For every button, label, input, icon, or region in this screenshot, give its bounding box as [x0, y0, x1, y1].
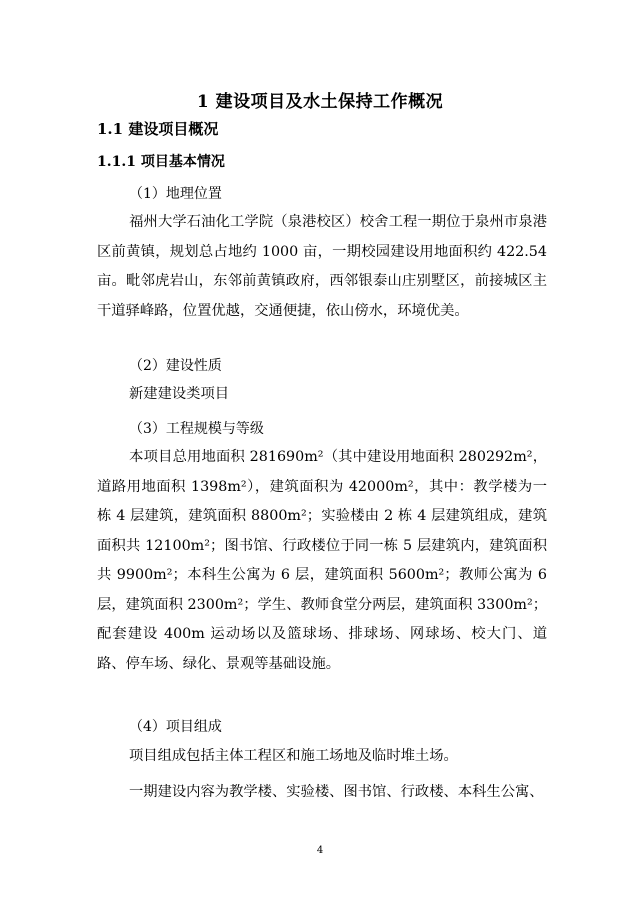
item2-heading: （2）建设性质 [129, 358, 222, 374]
section-title: 1.1 建设项目概况 [97, 120, 219, 138]
item4-heading: （4）项目组成 [129, 719, 222, 735]
item1-text: 福州大学石油化工学院（泉港校区）校舍工程一期位于泉州市泉港区前黄镇，规划总占地约 1000 亩，一期校园建设用地面积约 422.54 亩。毗邻虎岩山，东邻前黄镇政府，西邻银泰山庄别墅区，前接城区主干道驿峰路，位置优越，交通便捷，依山傍水，环境优美。 [97, 214, 547, 319]
item4-text: 项目组成包括主体工程区和施工场地及临时堆土场。 [129, 748, 458, 764]
item1-heading: （1）地理位置 [129, 186, 222, 202]
item3-text: 本项目总用地面积 281690m²（其中建设用地面积 280292m²，道路用地面积 1398m²），建筑面积为 42000m²，其中：教学楼为一栋 4 层建筑，建筑面积 8800m²；实验楼由 2 栋 4 层建筑组成，建筑面积共 12100m²；图书馆、行政楼位于同一栋 5 层建筑内，建筑面积共 9900m²；本科生公寓为 6 层，建筑面积 5600m²；教师公寓为 6 层，建筑面积 2300m²；学生、教师食堂分两层，建筑面积 3300m²；配套建设 400m 运动场以及篮球场、排球场、网球场、校大门、道路、停车场、绿化、景观等基础设施。 [97, 449, 547, 672]
item5-text: 一期建设内容为教学楼、实验楼、图书馆、行政楼、本科生公寓、 [129, 784, 544, 800]
page-number: 4 [316, 845, 324, 856]
item3-paragraph [97, 443, 547, 679]
item1-paragraph [97, 208, 547, 326]
item2-text: 新建建设类项目 [129, 386, 230, 402]
chapter-title: 1 建设项目及水土保持工作概况 [196, 92, 444, 112]
subsection-title: 1.1.1 项目基本情况 [97, 154, 225, 170]
item3-heading: （3）工程规模与等级 [129, 421, 264, 437]
